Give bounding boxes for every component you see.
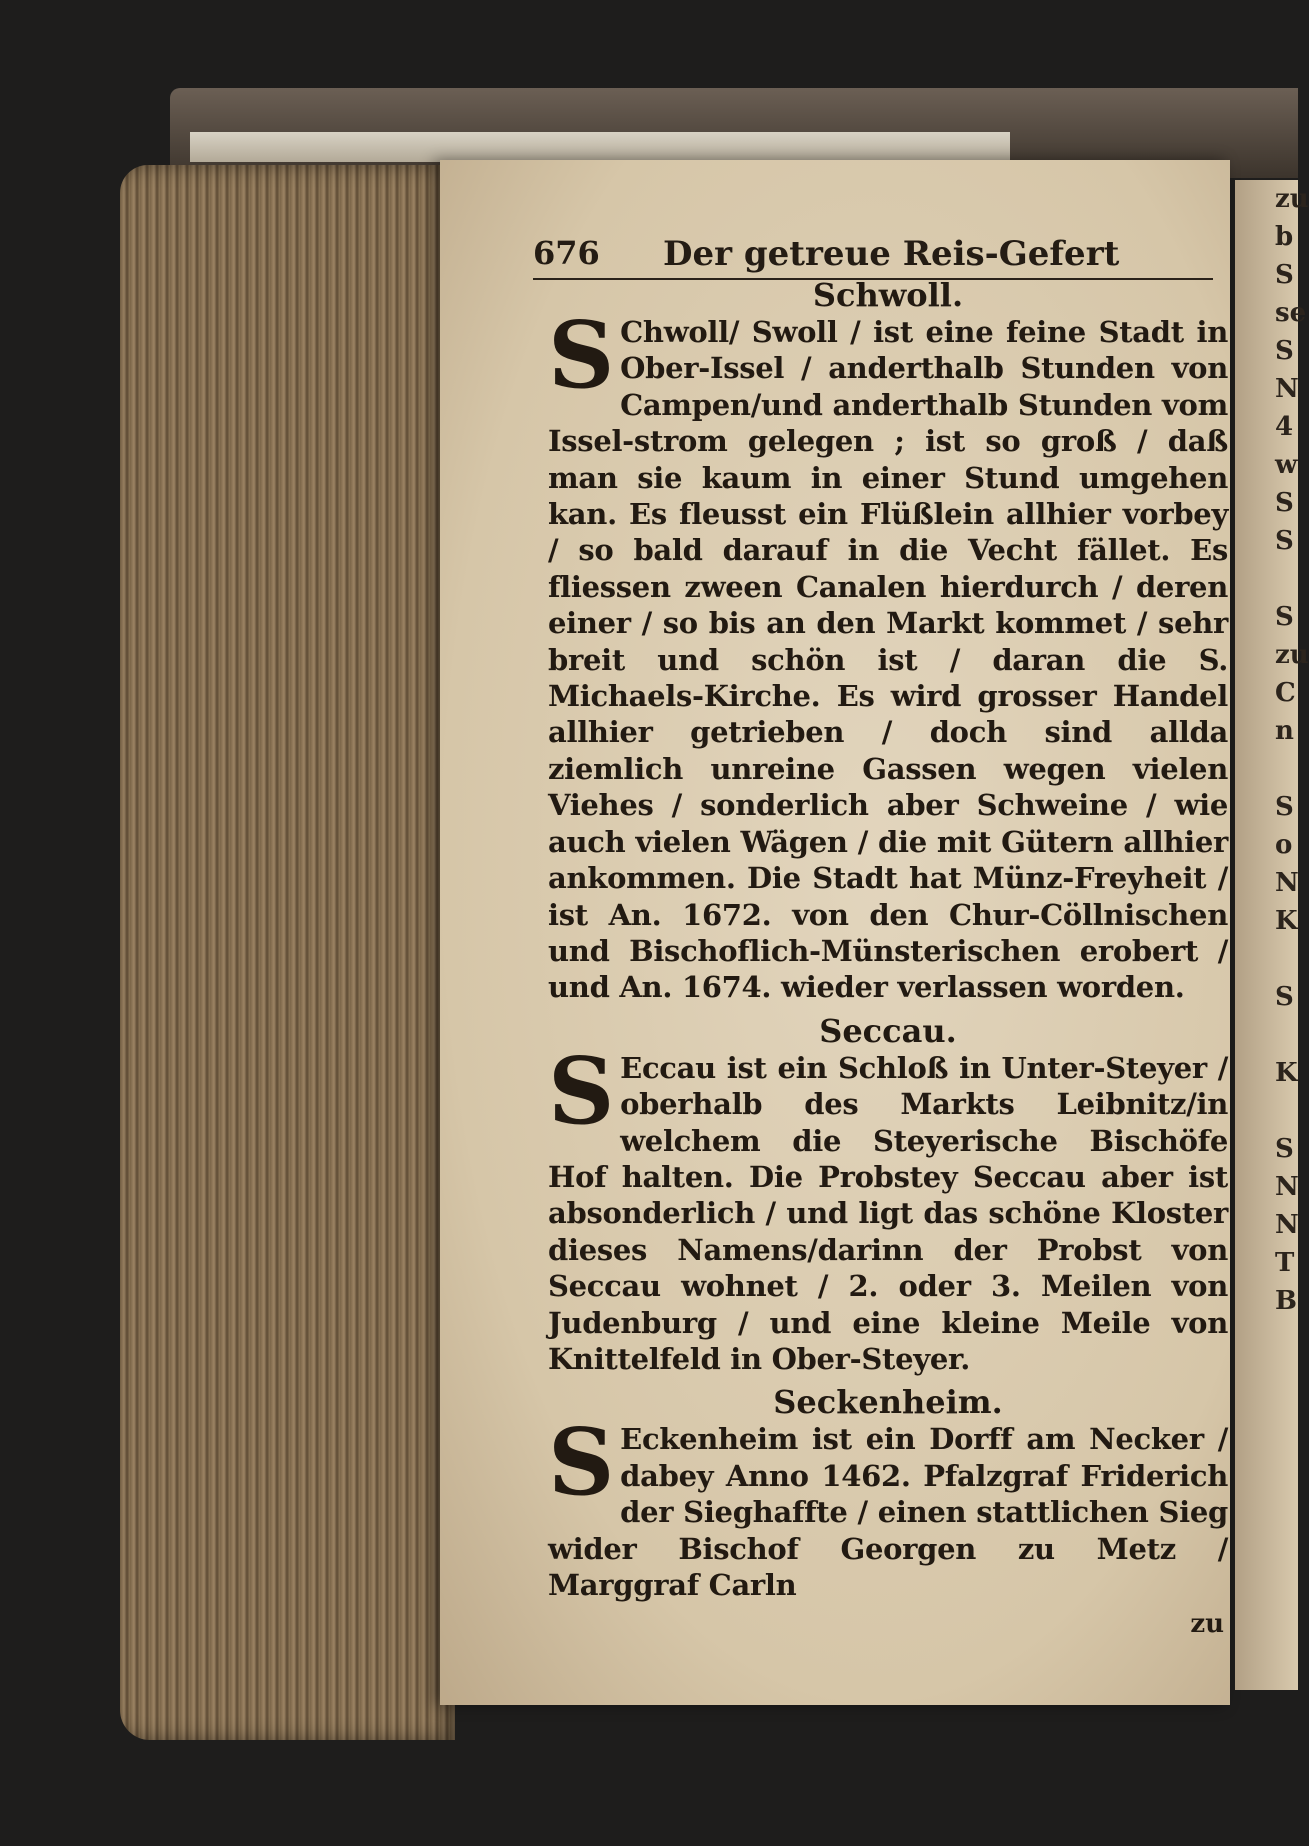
facing-page-line: N <box>1275 374 1299 404</box>
facing-page-line: S <box>1275 982 1294 1012</box>
entry-body-seccau <box>548 1036 1228 1378</box>
facing-page-line: K <box>1275 906 1298 936</box>
facing-page-line: S <box>1275 792 1294 822</box>
facing-page-line <box>1235 1016 1298 1054</box>
page-text-block <box>548 276 1228 1639</box>
facing-page-line <box>1235 560 1298 598</box>
facing-page-line: N <box>1275 1210 1299 1240</box>
facing-page-line: b <box>1275 222 1294 252</box>
facing-page-line: w <box>1275 450 1298 480</box>
facing-page-line: 4 <box>1275 412 1294 442</box>
facing-page-line: n <box>1275 716 1294 746</box>
facing-page-line: S <box>1275 260 1294 290</box>
facing-page-line: zu <box>1275 184 1309 214</box>
facing-page-line: K <box>1275 1058 1298 1088</box>
facing-page-line: S <box>1275 526 1294 556</box>
facing-page-line <box>1235 940 1298 978</box>
drop-cap: S <box>548 1036 615 1145</box>
facing-page-line: S <box>1275 336 1294 366</box>
entry-text: Eckenheim ist ein Dorff am Necker / dabey Anno 1462. Pfalzgraf Friderich der Sieghaffte / einen stattlichen Sieg wider Bischof Georgen zu Metz / Marggraf Carln <box>548 1422 1228 1602</box>
drop-cap: S <box>548 301 615 409</box>
facing-page-line: zu <box>1275 640 1309 670</box>
facing-page-line: T <box>1275 1248 1295 1278</box>
entry-body-schwoll <box>548 301 1228 1006</box>
facing-page-line <box>1235 1092 1298 1130</box>
facing-page-fragment <box>1235 180 1309 1690</box>
entry-heading-seccau: Seccau. <box>819 1011 957 1050</box>
entry-text: Eccau ist ein Schloß in Unter-Steyer / oberhalb des Markts Leibnitz/in welchem die Steyerische Bischöfe Hof halten. Die Probstey Seccau aber ist absonderlich / und ligt das schöne Kloster dieses Namens/darinn der Probst von Seccau wohnet / 2. oder 3. Meilen von Judenburg / und eine kleine Meile von Knittelfeld in Ober-Steyer. <box>548 1050 1228 1376</box>
page-header <box>533 228 1213 280</box>
facing-page-line: S <box>1275 488 1294 518</box>
facing-page-line <box>1235 750 1298 788</box>
facing-page-line: se <box>1275 298 1307 328</box>
book-page-edges <box>120 165 455 1740</box>
entry-heading-seckenheim: Seckenheim. <box>773 1383 1003 1422</box>
facing-page-line: o <box>1275 830 1293 860</box>
facing-page-line: S <box>1275 602 1294 632</box>
catchword: zu <box>1190 1609 1224 1640</box>
facing-page-line: C <box>1275 678 1296 708</box>
entry-heading-schwoll: Schwoll. <box>812 276 964 314</box>
page-number: 676 <box>533 234 600 272</box>
facing-page-line: N <box>1275 1172 1299 1202</box>
entry-text: Chwoll/ Swoll / ist eine feine Stadt in Ober-Issel / anderthalb Stunden von Campen/und anderthalb Stunden vom Issel-strom gelegen ; ist so groß / daß man sie kaum in einer Stund umgehen kan. Es fleusst ein Flüßlein allhier vorbey / so bald darauf in die Vecht fället. Es fliessen zween Canalen hierdurch / deren einer / so bis an den Markt kommet / sehr breit und schön ist / daran die S. Michaels-Kirche. Es wird grosser Handel allhier getrieben / doch sind allda ziemlich unreine Gassen wegen vielen Viehes / sonderlich aber Schweine / wie auch vielen Wägen / die mit Gütern allhier ankommen. Die Stadt hat Münz-Freyheit / ist An. 1672. von den Chur-Cöllnischen und Bischoflich-Münsterischen erobert / und An. 1674. wieder verlassen worden. <box>548 315 1228 1005</box>
entry-body-seckenheim <box>548 1408 1228 1603</box>
facing-page-line: S <box>1275 1134 1294 1164</box>
running-title: Der getreue Reis-Gefert <box>663 234 1120 274</box>
book-top-paper-edge <box>190 132 1010 162</box>
facing-page-line: N <box>1275 868 1299 898</box>
drop-cap: S <box>548 1408 615 1517</box>
facing-page-line: B <box>1275 1286 1297 1316</box>
